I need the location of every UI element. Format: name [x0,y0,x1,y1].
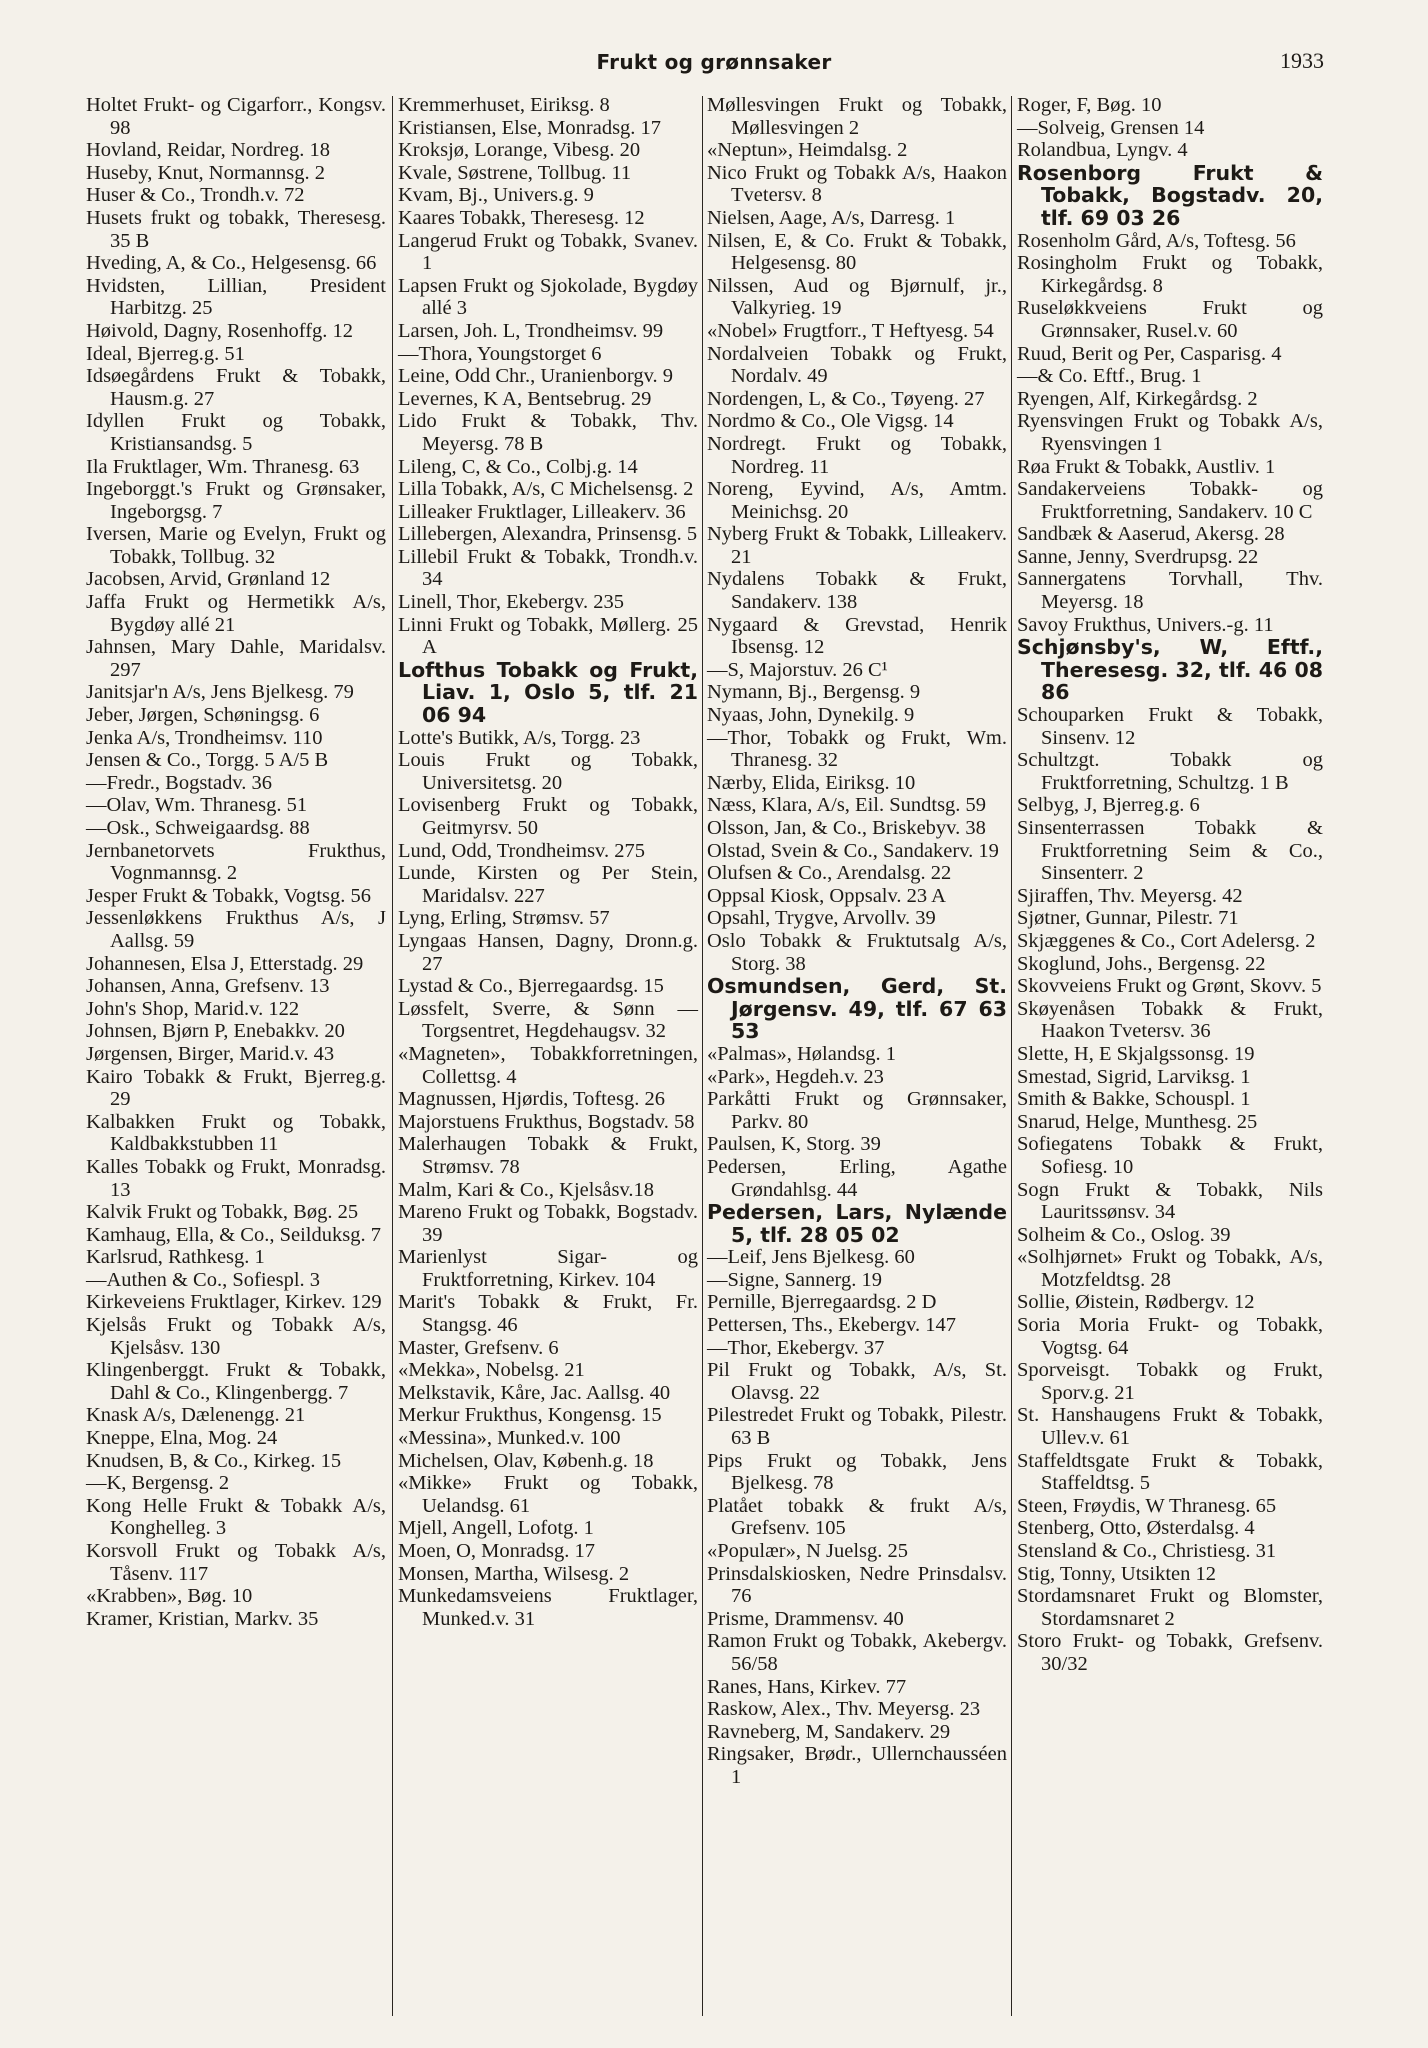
directory-entry: «Populær», N Juelsg. 25 [707,1540,909,1562]
directory-entry: Savoy Frukthus, Univers.-g. 11 [1017,613,1274,636]
directory-entry: Malm, Kari & Co., Kjelsåsv.18 [398,1178,655,1201]
directory-entry: Prinsdalskiosken, Nedre Prinsdalsv. 76 [707,1562,1007,1608]
directory-entry: «Magneten», Tobakkforretningen, Collettsg. 4 [398,1042,698,1088]
directory-entry: Kalbakken Frukt og Tobakk, Kaldbakkstubben 11 [86,1110,386,1156]
directory-entry: Karlsrud, Rathkesg. 1 [86,1246,265,1269]
directory-entry: Næss, Klara, A/s, Eil. Sundtsg. 59 [707,794,987,817]
directory-entry: Nielsen, Aage, A/s, Darresg. 1 [707,206,956,229]
directory-entry: «Krabben», Bøg. 10 [86,1585,253,1608]
directory-entry: Johansen, Anna, Grefsenv. 13 [86,975,330,998]
directory-entry: —Signe, Sannerg. 19 [707,1268,883,1291]
directory-entry: Master, Grefsenv. 6 [398,1336,559,1359]
column-rule-1 [392,96,393,2016]
directory-entry: Ila Fruktlager, Wm. Thranesg. 63 [86,455,360,478]
directory-entry: Kaares Tobakk, Theresesg. 12 [398,206,645,229]
directory-entry: Kamhaug, Ella, & Co., Seilduksg. 7 [86,1223,381,1246]
directory-entry: Jesper Frukt & Tobakk, Vogtsg. 56 [86,884,372,907]
directory-entry: —Leif, Jens Bjelkesg. 60 [707,1246,915,1269]
directory-entry: Pettersen, Ths., Ekebergv. 147 [707,1314,956,1337]
directory-entry: Johnsen, Bjørn P, Enebakkv. 20 [86,1020,345,1043]
directory-entry: Solheim & Co., Oslog. 39 [1017,1223,1231,1246]
directory-entry: Kalles Tobakk og Frukt, Monradsg. 13 [86,1155,386,1201]
directory-entry: Parkåtti Frukt og Grønnsaker, Parkv. 80 [707,1088,1007,1133]
directory-entry: Linni Frukt og Tobakk, Møllerg. 25 A [398,613,698,659]
directory-entry: Hovland, Reidar, Nordreg. 18 [86,139,330,162]
directory-entry: Lund, Odd, Trondheimsv. 275 [398,839,645,862]
directory-entry: Kramer, Kristian, Markv. 35 [86,1607,319,1630]
directory-entry: Jahnsen, Mary Dahle, Maridalsv. 297 [86,636,386,681]
directory-entry: Smith & Bakke, Schouspl. 1 [1017,1088,1251,1111]
column-4 [1017,94,1323,1676]
directory-entry: Nymann, Bj., Bergensg. 9 [707,681,921,704]
directory-entry: Osmundsen, Gerd, St. Jørgensv. 49, tlf. 67 63 53 [707,974,1007,1044]
directory-entry: Ranes, Hans, Kirkev. 77 [707,1675,907,1698]
directory-entry: Skjæggenes & Co., Cort Adelersg. 2 [1017,929,1316,952]
directory-entry: Pedersen, Lars, Nylænde 5, tlf. 28 05 02 [707,1200,1007,1247]
directory-entry: Snarud, Helge, Munthesg. 25 [1017,1110,1258,1133]
directory-entry: Jensen & Co., Torgg. 5 A/5 B [86,749,329,772]
directory-entry: Raskow, Alex., Thv. Meyersg. 23 [707,1698,981,1721]
directory-entry: Moen, O, Monradsg. 17 [398,1540,596,1562]
column-3 [707,94,1007,1789]
directory-entry: —Fredr., Bogstadv. 36 [86,771,273,794]
directory-entry: Rosingholm Frukt og Tobakk, Kirkegårdsg. 8 [1017,252,1323,297]
directory-entry: Lillebergen, Alexandra, Prinsensg. 5 [398,523,698,546]
directory-entry: Ravneberg, M, Sandakerv. 29 [707,1720,951,1743]
directory-entry: Mjell, Angell, Lofotg. 1 [398,1517,594,1540]
directory-entry: Hvidsten, Lillian, President Harbitzg. 25 [86,274,386,320]
directory-entry: Sollie, Øistein, Rødbergv. 12 [1017,1291,1255,1314]
directory-entry: Idsøegårdens Frukt & Tobakk, Hausm.g. 27 [86,365,386,410]
directory-entry: Lido Frukt & Tobakk, Thv. Meyersg. 78 B [398,410,698,455]
column-1 [86,94,386,1630]
directory-entry: Olufsen & Co., Arendalsg. 22 [707,862,952,885]
directory-entry: Sinsenterrassen Tobakk & Fruktforretning Seim & Co., Sinsenterr. 2 [1017,817,1323,885]
directory-entry: —Olav, Wm. Thranesg. 51 [86,794,308,817]
directory-entry: Løssfelt, Sverre, & Sønn — Torgsentret, Hegdehaugsv. 32 [398,997,698,1043]
directory-entry: Sofiegatens Tobakk & Frukt, Sofiesg. 10 [1017,1133,1323,1178]
section-heading: Frukt og grønnsaker [596,50,832,74]
directory-entry: Lyngaas Hansen, Dagny, Dronn.g. 27 [398,929,698,975]
directory-entry: —Thora, Youngstorget 6 [398,342,602,365]
directory-entry: «Park», Hegdeh.v. 23 [707,1065,884,1088]
directory-entry: Ruud, Berit og Per, Casparisg. 4 [1017,342,1282,365]
directory-entry: «Messina», Munked.v. 100 [398,1427,621,1450]
directory-entry: Pips Frukt og Tobakk, Jens Bjelkesg. 78 [707,1449,1007,1495]
directory-entry: Huser & Co., Trondh.v. 72 [86,184,305,207]
directory-entry: Monsen, Martha, Wilsesg. 2 [398,1562,630,1585]
directory-entry: Paulsen, K, Storg. 39 [707,1133,881,1156]
directory-entry: Lileng, C, & Co., Colbj.g. 14 [398,455,638,478]
directory-entry: Melkstavik, Kåre, Jac. Aallsg. 40 [398,1381,671,1404]
page-number: 1933 [1280,48,1324,73]
directory-entry: Røa Frukt & Tobakk, Austliv. 1 [1017,455,1276,478]
directory-entry: Pedersen, Erling, Agathe Grøndahlsg. 44 [707,1155,1007,1201]
directory-entry: Nygaard & Grevstad, Henrik Ibsensg. 12 [707,613,1007,659]
directory-entry: Prisme, Drammensv. 40 [707,1607,904,1630]
directory-entry: Lapsen Frukt og Sjokolade, Bygdøy allé 3 [398,274,698,320]
directory-entry: Majorstuens Frukthus, Bogstadv. 58 [398,1110,695,1133]
directory-entry: Pil Frukt og Tobakk, A/s, St. Olavsg. 22 [707,1359,1007,1404]
directory-entry: Stensland & Co., Christiesg. 31 [1017,1540,1277,1562]
directory-entry: «Neptun», Heimdalsg. 2 [707,139,908,162]
directory-entry: Lyng, Erling, Strømsv. 57 [398,907,610,930]
directory-entry: Jørgensen, Birger, Marid.v. 43 [86,1042,335,1065]
directory-entry: Hveding, A, & Co., Helgesensg. 66 [86,252,377,275]
directory-entry: Nordmo & Co., Ole Vigsg. 14 [707,410,954,433]
directory-entry: Knudsen, B, & Co., Kirkeg. 15 [86,1449,342,1472]
directory-entry: Rolandbua, Lyngv. 4 [1017,139,1188,162]
directory-entry: Sjøtner, Gunnar, Pilestr. 71 [1017,907,1239,930]
directory-entry: Marienlyst Sigar- og Fruktforretning, Kirkev. 104 [398,1246,698,1291]
directory-entry: —& Co. Eftf., Brug. 1 [1017,365,1202,388]
directory-entry: Nilssen, Aud og Bjørnulf, jr., Valkyrieg. 19 [707,274,1007,320]
directory-entry: Opsahl, Trygve, Arvollv. 39 [707,907,936,930]
directory-entry: Klingenberggt. Frukt & Tobakk, Dahl & Co., Klingenbergg. 7 [86,1359,386,1404]
directory-entry: Slette, H, E Skjalgssonsg. 19 [1017,1042,1255,1065]
directory-entry: Marit's Tobakk & Frukt, Fr. Stangsg. 46 [398,1291,698,1337]
directory-entry: Skoglund, Johs., Bergensg. 22 [1017,952,1266,975]
directory-entry: Jessenløkkens Frukthus A/s, J Aallsg. 59 [86,907,386,952]
directory-entry: Sanne, Jenny, Sverdrupsg. 22 [1017,545,1259,568]
directory-entry: Louis Frukt og Tobakk, Universitetsg. 20 [398,749,698,794]
directory-entry: Lilleaker Fruktlager, Lilleakerv. 36 [398,500,686,523]
directory-entry: St. Hanshaugens Frukt & Tobakk, Ullev.v. 61 [1017,1404,1323,1450]
directory-entry: Sannergatens Torvhall, Thv. Meyersg. 18 [1017,568,1323,614]
directory-entry: Schultzgt. Tobakk og Fruktforretning, Schultzg. 1 B [1017,749,1323,794]
directory-entry: Kremmerhuset, Eiriksg. 8 [398,94,610,116]
directory-entry: Lilla Tobakk, A/s, C Michelsensg. 2 [398,478,694,501]
directory-entry: Ingeborggt.'s Frukt og Grønsaker, Ingeborgsg. 7 [86,478,386,523]
directory-entry: Møllesvingen Frukt og Tobakk, Møllesvingen 2 [707,94,1007,139]
directory-entry: Idyllen Frukt og Tobakk, Kristiansandsg. 5 [86,410,386,455]
directory-entry: Levernes, K A, Bentsebrug. 29 [398,387,652,410]
directory-entry: Knask A/s, Dælenengg. 21 [86,1404,306,1427]
directory-entry: Schouparken Frukt & Tobakk, Sinsenv. 12 [1017,704,1323,749]
directory-entry: Sjiraffen, Thv. Meyersg. 42 [1017,884,1243,907]
directory-entry: Steen, Frøydis, W Thranesg. 65 [1017,1494,1277,1517]
directory-entry: Sporveisgt. Tobakk og Frukt, Sporv.g. 21 [1017,1359,1323,1404]
directory-entry: Lovisenberg Frukt og Tobakk, Geitmyrsv. 50 [398,794,698,839]
directory-entry: «Mikke» Frukt og Tobakk, Uelandsg. 61 [398,1472,698,1517]
directory-entry: Staffeldtsgate Frukt & Tobakk, Staffeldtsg. 5 [1017,1449,1323,1495]
directory-entry: Soria Moria Frukt- og Tobakk, Vogtsg. 64 [1017,1314,1323,1359]
directory-entry: Noreng, Eyvind, A/s, Amtm. Meinichsg. 20 [707,478,1007,523]
directory-entry: Rosenborg Frukt & Tobakk, Bogstadv. 20, tlf. 69 03 26 [1017,160,1323,230]
directory-entry: Oslo Tobakk & Fruktutsalg A/s, Storg. 38 [707,929,1007,975]
column-rule-2 [702,96,703,2016]
directory-entry: Kjelsås Frukt og Tobakk A/s, Kjelsåsv. 130 [86,1314,386,1359]
directory-entry: Michelsen, Olav, Københ.g. 18 [398,1449,654,1472]
directory-entry: Stordamsnaret Frukt og Blomster, Stordamsnaret 2 [1017,1585,1323,1630]
directory-entry: Ramon Frukt og Tobakk, Akebergv. 56/58 [707,1630,1007,1675]
directory-entry: Lillebil Frukt & Tobakk, Trondh.v. 34 [398,545,698,591]
directory-entry: Kvam, Bj., Univers.g. 9 [398,184,594,207]
directory-entry: Ideal, Bjerreg.g. 51 [86,342,245,365]
directory-entry: —Thor, Tobakk og Frukt, Wm. Thranesg. 32 [707,726,1007,772]
directory-entry: Ryengen, Alf, Kirkegårdsg. 2 [1017,387,1258,410]
directory-entry: «Solhjørnet» Frukt og Tobakk, A/s, Motzfeldtsg. 28 [1017,1246,1323,1291]
directory-entry: Sandakerveiens Tobakk- og Fruktforretning, Sandakerv. 10 C [1017,478,1323,523]
directory-entry: Nordalveien Tobakk og Frukt, Nordalv. 49 [707,342,1007,388]
column-2 [398,94,698,1630]
directory-entry: Kalvik Frukt og Tobakk, Bøg. 25 [86,1201,359,1224]
directory-entry: Husets frukt og tobakk, Theresesg. 35 B [86,206,386,252]
directory-entry: Høivold, Dagny, Rosenhoffg. 12 [86,319,354,342]
directory-entry: Mareno Frukt og Tobakk, Bogstadv. 39 [398,1201,698,1246]
directory-entry: Nordengen, L, & Co., Tøyeng. 27 [707,387,985,410]
directory-entry: Platået tobakk & frukt A/s, Grefsenv. 105 [707,1494,1007,1540]
directory-entry: Holtet Frukt- og Cigarforr., Kongsv. 98 [86,94,386,139]
directory-entry: «Palmas», Hølandsg. 1 [707,1042,897,1065]
directory-entry: Olsson, Jan, & Co., Briskebyv. 38 [707,817,986,839]
directory-entry: Jaffa Frukt og Hermetikk A/s, Bygdøy allé 21 [86,591,386,636]
directory-entry: Johannesen, Elsa J, Etterstadg. 29 [86,952,364,975]
directory-entry: Linell, Thor, Ekebergv. 235 [398,591,624,614]
directory-entry: Langerud Frukt og Tobakk, Svanev. 1 [398,229,698,275]
directory-entry: Pilestredet Frukt og Tobakk, Pilestr. 63 B [707,1404,1007,1450]
directory-entry: Larsen, Joh. L, Trondheimsv. 99 [398,319,664,342]
directory-entry: —K, Bergensg. 2 [86,1472,230,1495]
directory-entry: Ruseløkkveiens Frukt og Grønnsaker, Rusel.v. 60 [1017,297,1323,342]
directory-entry: Stenberg, Otto, Østerdalsg. 4 [1017,1517,1255,1540]
directory-entry: Merkur Frukthus, Kongensg. 15 [398,1404,662,1427]
directory-entry: «Nobel» Frugtforr., T Heftyesg. 54 [707,319,994,342]
directory-entry: Smestad, Sigrid, Larviksg. 1 [1017,1065,1251,1088]
directory-entry: Lotte's Butikk, A/s, Torgg. 23 [398,726,641,749]
directory-entry: Kristiansen, Else, Monradsg. 17 [398,116,662,139]
directory-entry: Lofthus Tobakk og Frukt, Liav. 1, Oslo 5, tlf. 21 06 94 [398,657,698,728]
directory-entry: Nico Frukt og Tobakk A/s, Haakon Tvetersv. 8 [707,161,1007,207]
directory-entry: Pernille, Bjerregaardsg. 2 D [707,1291,937,1314]
directory-entry: Sandbæk & Aaserud, Akersg. 28 [1017,523,1285,546]
directory-entry: Jacobsen, Arvid, Grønland 12 [86,568,331,591]
directory-entry: Jenka A/s, Trondheimsv. 110 [86,726,323,749]
directory-entry: Jeber, Jørgen, Schøningsg. 6 [86,704,320,727]
directory-entry: Malerhaugen Tobakk & Frukt, Strømsv. 78 [398,1133,698,1178]
directory-entry: Roger, F, Bøg. 10 [1017,94,1162,116]
directory-entry: Jernbanetorvets Frukthus, Vognmannsg. 2 [86,839,386,885]
directory-entry: «Mekka», Nobelsg. 21 [398,1359,585,1382]
directory-entry: —Thor, Ekebergv. 37 [707,1336,885,1359]
directory-entry: Nordregt. Frukt og Tobakk, Nordreg. 11 [707,432,1007,478]
directory-entry: Kroksjø, Lorange, Vibesg. 20 [398,139,641,162]
directory-entry: Oppsal Kiosk, Oppsalv. 23 A [707,884,946,907]
directory-entry: —Authen & Co., Sofiespl. 3 [86,1268,321,1291]
directory-entry: Stig, Tonny, Utsikten 12 [1017,1562,1217,1585]
directory-entry: Sogn Frukt & Tobakk, Nils Lauritssønsv. 34 [1017,1178,1323,1224]
directory-entry: Nyaas, John, Dynekilg. 9 [707,704,915,727]
directory-entry: Lunde, Kirsten og Per Stein, Maridalsv. 227 [398,862,698,907]
directory-entry: Korsvoll Frukt og Tobakk A/s, Tåsenv. 117 [86,1540,386,1585]
directory-entry: —Osk., Schweigaardsg. 88 [86,817,310,839]
directory-entry: Kirkeveiens Fruktlager, Kirkev. 129 [86,1291,382,1314]
directory-entry: Nærby, Elida, Eiriksg. 10 [707,771,916,794]
directory-entry: Skøyenåsen Tobakk & Frukt, Haakon Tvetersv. 36 [1017,997,1323,1043]
directory-entry: —Solveig, Grensen 14 [1017,116,1205,139]
directory-entry: Ringsaker, Brødr., Ullernchausséen 1 [707,1743,1007,1788]
directory-entry: Kairo Tobakk & Frukt, Bjerreg.g. 29 [86,1065,386,1111]
directory-entry: Kong Helle Frukt & Tobakk A/s, Konghelleg. 3 [86,1494,386,1540]
directory-entry: Munkedamsveiens Fruktlager, Munked.v. 31 [398,1585,698,1630]
directory-entry: Selbyg, J, Bjerreg.g. 6 [1017,794,1200,817]
directory-entry: Nyberg Frukt & Tobakk, Lilleakerv. 21 [707,523,1007,568]
directory-entry: Iversen, Marie og Evelyn, Frukt og Tobakk, Tollbug. 32 [86,523,386,568]
column-rule-3 [1011,96,1012,2016]
directory-entry: —S, Majorstuv. 26 C¹ [707,658,888,681]
directory-entry: Leine, Odd Chr., Uranienborgv. 9 [398,365,673,388]
directory-entry: Kvale, Søstrene, Tollbug. 11 [398,161,632,184]
directory-entry: Storo Frukt- og Tobakk, Grefsenv. 30/32 [1017,1630,1323,1675]
directory-entry: Kneppe, Elna, Mog. 24 [86,1427,278,1450]
directory-entry: Olstad, Svein & Co., Sandakerv. 19 [707,839,999,862]
directory-entry: Skovveiens Frukt og Grønt, Skovv. 5 [1017,975,1322,998]
directory-entry: Magnussen, Hjørdis, Toftesg. 26 [398,1088,665,1111]
directory-entry: Huseby, Knut, Normannsg. 2 [86,161,325,184]
directory-entry: Ryensvingen Frukt og Tobakk A/s, Ryensvingen 1 [1017,410,1323,455]
directory-entry: Rosenholm Gård, A/s, Toftesg. 56 [1017,229,1296,252]
directory-entry: Nydalens Tobakk & Frukt, Sandakerv. 138 [707,568,1007,614]
directory-entry: Lystad & Co., Bjerregaardsg. 15 [398,975,664,998]
directory-entry: Janitsjar'n A/s, Jens Bjelkesg. 79 [86,681,354,704]
directory-entry: John's Shop, Marid.v. 122 [86,997,300,1020]
directory-entry: Nilsen, E, & Co. Frukt & Tobakk, Helgesensg. 80 [707,229,1007,275]
directory-entry: Schjønsby's, W, Eftf., Theresesg. 32, tlf. 46 08 86 [1017,635,1323,705]
